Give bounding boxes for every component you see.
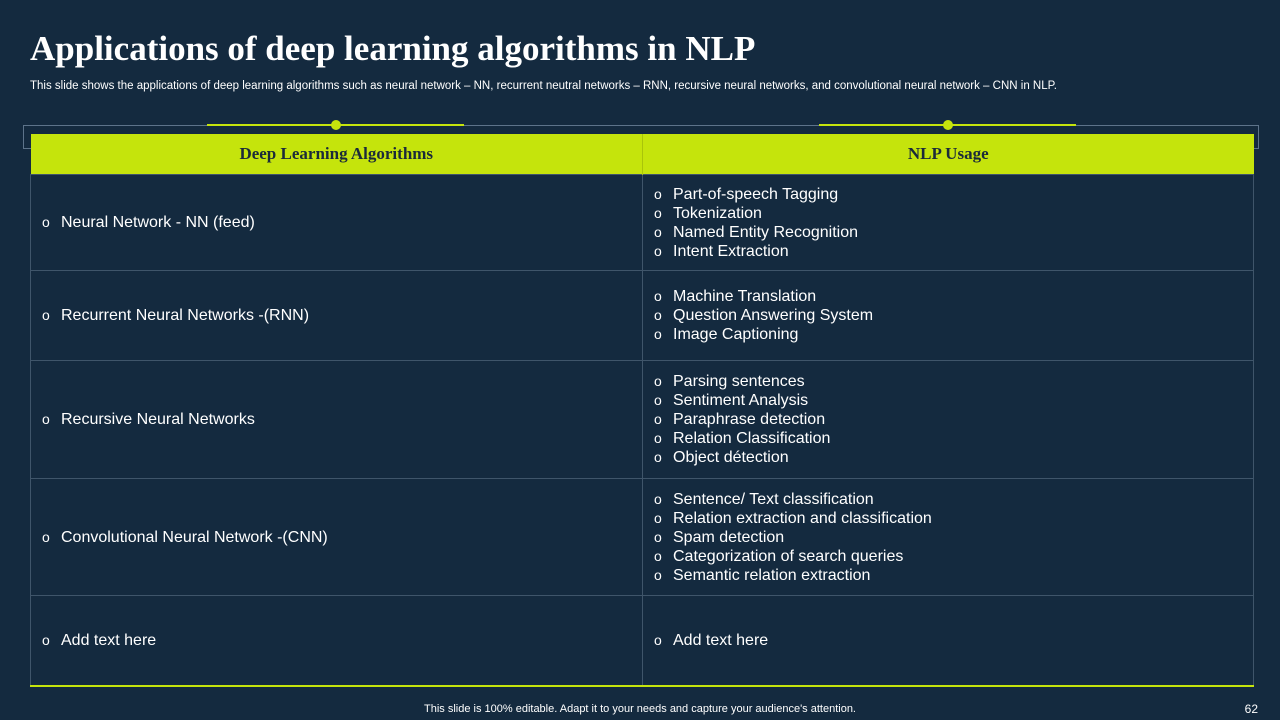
algorithm-name: Neural Network - NN (feed) xyxy=(61,214,255,231)
usage-text: Part-of-speech Tagging xyxy=(673,185,839,203)
algorithm-cell xyxy=(31,361,643,479)
list-item xyxy=(654,490,1253,509)
list-item xyxy=(654,391,1253,410)
usage-text: Tokenization xyxy=(673,204,762,222)
list-item xyxy=(654,185,1253,204)
bullet-icon: o xyxy=(654,528,662,545)
usage-text: Image Captioning xyxy=(673,326,799,343)
bullet-icon: o xyxy=(654,509,662,526)
table-row xyxy=(31,361,1254,479)
usage-text: Object détection xyxy=(673,449,789,466)
list-item xyxy=(654,528,1253,547)
table-row xyxy=(31,479,1254,596)
list-item xyxy=(654,448,1253,467)
header-algorithms: Deep Learning Algorithms xyxy=(31,134,643,175)
usage-text: Named Entity Recognition xyxy=(673,223,858,241)
bullet-icon: o xyxy=(654,449,662,465)
bullet-icon: o xyxy=(42,411,50,427)
list-item xyxy=(654,410,1253,429)
usage-text: Spam detection xyxy=(673,528,785,546)
usage-cell xyxy=(643,271,1254,361)
table-header-row xyxy=(31,134,1254,175)
list-item xyxy=(654,287,1253,306)
algorithms-table xyxy=(30,134,1254,687)
footer-note: This slide is 100% editable. Adapt it to your needs and capture your audience's attention. xyxy=(424,703,856,715)
bullet-icon: o xyxy=(654,411,662,427)
usage-cell xyxy=(643,361,1254,479)
bullet-icon: o xyxy=(42,307,50,323)
usage-text: Paraphrase detection xyxy=(673,411,826,428)
bullet-icon: o xyxy=(654,185,662,202)
list-item xyxy=(654,429,1253,448)
bullet-icon: o xyxy=(654,392,662,408)
header-nlp-usage: NLP Usage xyxy=(643,134,1254,175)
right-accent-dot xyxy=(943,120,953,130)
usage-text: Semantic relation extraction xyxy=(673,566,871,584)
usage-cell xyxy=(643,175,1254,271)
bullet-icon: o xyxy=(654,288,662,304)
bullet-icon: o xyxy=(654,430,662,446)
list-item xyxy=(654,242,1253,261)
usage-text: Intent Extraction xyxy=(673,242,789,260)
usage-text: Question Answering System xyxy=(673,307,874,324)
algorithm-cell xyxy=(31,271,643,361)
bullet-icon: o xyxy=(654,242,662,259)
usage-text: Add text here xyxy=(673,631,769,649)
list-item xyxy=(654,547,1253,566)
left-accent-dot xyxy=(331,120,341,130)
list-item xyxy=(42,213,642,232)
usage-text: Relation extraction and classification xyxy=(673,509,932,527)
slide-subtitle: This slide shows the applications of deep learning algorithms such as neural network – NN, recurrent neutral networks – RNN, recursive neural networks, and convolutional neural network – CNN in NLP. xyxy=(30,80,1057,92)
list-item xyxy=(42,528,642,547)
list-item xyxy=(654,223,1253,242)
bullet-icon: o xyxy=(654,326,662,342)
list-item xyxy=(654,509,1253,528)
algorithm-cell xyxy=(31,596,643,686)
algorithm-cell xyxy=(31,479,643,596)
algorithm-name: Add text here xyxy=(61,631,157,649)
list-item xyxy=(654,204,1253,223)
usage-cell xyxy=(643,479,1254,596)
table-row xyxy=(31,271,1254,361)
bullet-icon: o xyxy=(654,490,662,507)
usage-text: Machine Translation xyxy=(673,288,817,305)
bullet-icon: o xyxy=(42,214,50,230)
list-item xyxy=(42,410,642,429)
algorithm-name: Recurrent Neural Networks -(RNN) xyxy=(61,307,310,324)
algorithm-name: Recursive Neural Networks xyxy=(61,411,255,428)
usage-text: Categorization of search queries xyxy=(673,547,904,565)
list-item xyxy=(654,306,1253,325)
bullet-icon: o xyxy=(654,223,662,240)
bullet-icon: o xyxy=(42,631,50,648)
list-item xyxy=(654,325,1253,344)
usage-text: Sentence/ Text classification xyxy=(673,490,874,508)
bullet-icon: o xyxy=(654,373,662,389)
bullet-icon: o xyxy=(654,566,662,583)
table-row xyxy=(31,596,1254,686)
bullet-icon: o xyxy=(654,547,662,564)
algorithm-name: Convolutional Neural Network -(CNN) xyxy=(61,528,328,546)
bullet-icon: o xyxy=(654,631,662,648)
slide-title: Applications of deep learning algorithms in NLP xyxy=(30,29,756,68)
usage-text: Sentiment Analysis xyxy=(673,392,809,409)
usage-cell xyxy=(643,596,1254,686)
page-number: 62 xyxy=(1244,702,1258,716)
list-item xyxy=(654,566,1253,585)
list-item xyxy=(42,306,642,325)
algorithm-cell xyxy=(31,175,643,271)
list-item xyxy=(654,372,1253,391)
usage-text: Relation Classification xyxy=(673,430,831,447)
bullet-icon: o xyxy=(654,307,662,323)
list-item xyxy=(42,631,642,650)
bullet-icon: o xyxy=(654,204,662,221)
usage-text: Parsing sentences xyxy=(673,373,805,390)
table-row xyxy=(31,175,1254,271)
bullet-icon: o xyxy=(42,528,50,545)
list-item xyxy=(654,631,1253,650)
